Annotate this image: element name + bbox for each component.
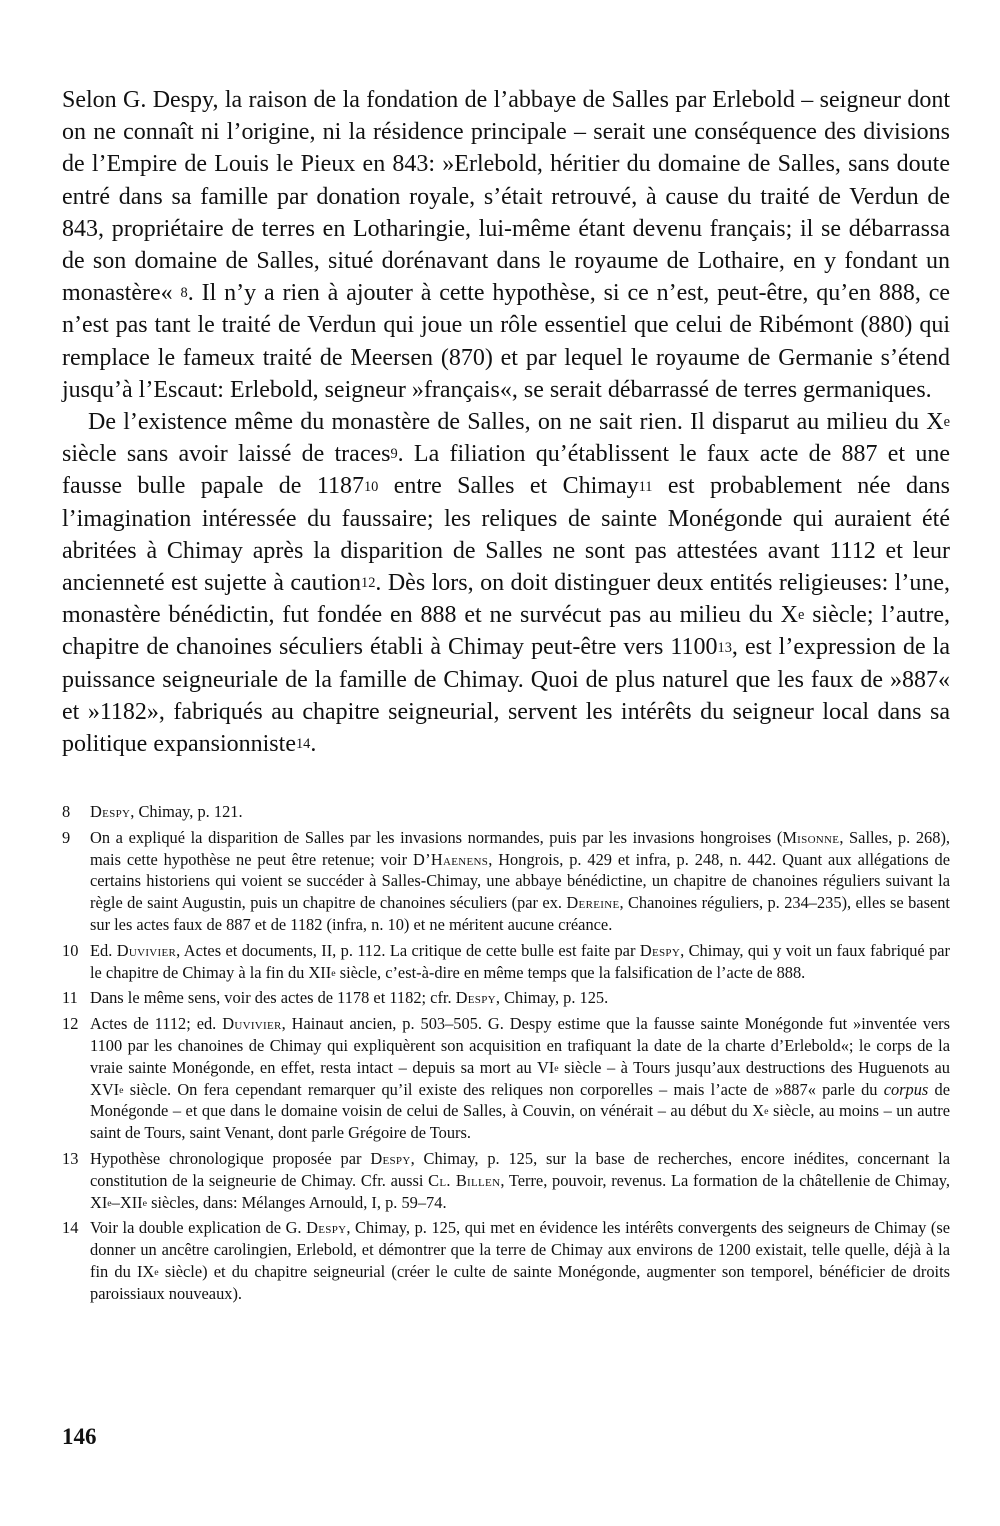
footnote-9 — [62, 827, 950, 936]
footnote-8 — [62, 801, 950, 823]
author-name: D’Haenens — [412, 849, 489, 869]
superscript: e — [797, 607, 805, 624]
text-run: , Chanoines réguliers, p. 234–235), elles se basent sur les actes faux de 887 et de 1182 (infra, n. 10) et ne méritent aucune créance. — [90, 893, 950, 934]
footnote-number: 14 — [62, 1218, 79, 1238]
author-name: Despy — [455, 988, 496, 1008]
author-name: Duvivier — [116, 940, 177, 960]
text-run: . Il n’y a rien à ajouter à cette hypothèse, si ce n’est, peut-être, qu’en 888, ce n’est pas tant le traité de Verdun qui joue un rôle essentiel que celui de Ribémont (880) qui remplace le fameux traité de Meersen (870) et par lequel le royaume de Germanie s’étend jusqu’à l’Escaut: Erlebold, seigneur »français«, se serait débarrassé de terres germaniques. — [62, 280, 950, 403]
footnote-text — [90, 1148, 950, 1213]
footnote-number: 11 — [62, 988, 78, 1008]
text-run: . — [310, 731, 317, 758]
text-run: , est l’expression de la puissance seigneuriale de la famille de Chimay. Quoi de plus naturel que les faux de »887« et »1182», fabriqués au chapitre seigneurial, servent les intérêts du seigneur local dans sa politique expansionniste — [62, 634, 951, 758]
text-run: . Dès lors, on doit distinguer deux entités religieuses: l’une, monastère bénédictin, fut fondée en 888 et ne survécut pas au milieu du X — [62, 570, 950, 629]
paragraph-2 — [62, 406, 950, 760]
text-run: siècle sans avoir laissé de traces — [62, 441, 391, 468]
text-run: siècle. On fera cependant remarquer qu’il existe des reliques non corporelles – mais l’acte de »887« parle du — [123, 1079, 884, 1099]
text-run: Voir la double explication de G. — [90, 1218, 307, 1238]
paragraph-1 — [62, 84, 950, 406]
text-run: , Actes et documents, II, p. 112. La critique de cette bulle est faite par — [176, 940, 640, 960]
author-name: Misonne — [782, 827, 840, 847]
text-run: , Chimay, p. 125, qui met en évidence les intérêts convergents des seigneurs de Chimay (se donner un ancêtre carolingien, Erlebold, et démontrer que la terre de Chimay aux environs de 1200 existait, telle quelle, déjà à la fin du IX — [90, 1218, 950, 1281]
author-name: Duvivier — [222, 1014, 282, 1034]
page-number: 146 — [62, 1424, 97, 1449]
text-run: de Monégonde – et que dans le domaine voisin de celui de Salles, à Couvin, on vénérait – au début du X — [90, 1079, 950, 1121]
footnote-number: 9 — [62, 827, 71, 847]
author-name: Despy — [639, 940, 681, 960]
text-run: entre Salles et Chimay — [378, 473, 639, 500]
text-run: Ed. — [90, 940, 117, 960]
text-run: De l’existence même du monastère de Salles, on ne sait rien. Il disparut au milieu du X — [88, 409, 944, 436]
footnote-10 — [62, 940, 950, 984]
main-text — [62, 84, 950, 760]
text-run: On a expliqué la disparition de Salles par les invasions normandes, puis par les invasions hongroises ( — [90, 827, 783, 847]
footnote-ref-14: 14 — [295, 736, 311, 753]
footnote-ref-11: 11 — [638, 478, 653, 495]
text-run: siècles, dans: Mélanges Arnould, I, p. 59–74. — [147, 1192, 447, 1212]
text-run: –XII — [111, 1192, 143, 1212]
footnote-12 — [62, 1013, 950, 1144]
superscript: e — [142, 1197, 147, 1209]
footnote-ref-10: 10 — [363, 478, 379, 495]
superscript: e — [154, 1266, 159, 1278]
superscript: e — [119, 1084, 124, 1096]
text-run: . La filiation qu’établissent le faux acte de 887 et une fausse bulle papale de 1187 — [62, 441, 950, 500]
footnote-text — [90, 801, 950, 823]
text-run: , Chimay, qui y voit un faux fabriqué par le chapitre de Chimay à la fin du XII — [90, 940, 951, 982]
footnote-number: 8 — [62, 802, 71, 821]
author-name: Cl. Billen — [428, 1170, 501, 1190]
footnote-number: 12 — [62, 1014, 79, 1034]
text-run: est probablement née dans l’imagination intéressée du faussaire; les reliques de sainte Monégonde qui auraient été abritées à Chimay après la disparition de Salles ne sont pas attestées avant 1112 et leur ancienneté est sujette à caution — [62, 473, 950, 597]
italic-term: corpus — [883, 1079, 929, 1099]
text-run: , Chimay, p. 125. — [495, 988, 609, 1008]
footnote-text — [90, 827, 950, 936]
author-name: Despy — [90, 802, 131, 821]
text-run: , Chimay, p. 125, sur la base de recherches, encore inédites, concernant la constitution de la seigneurie de Chimay. Cfr. aussi — [90, 1148, 950, 1190]
footnote-ref-8: 8 — [180, 285, 188, 302]
superscript: e — [107, 1197, 112, 1209]
footnote-text — [90, 1217, 950, 1304]
footnote-11 — [62, 987, 950, 1009]
text-run: siècle, c’est-à-dire en même temps que la falsification de l’acte de 888. — [335, 962, 806, 982]
text-run: Actes de 1112; ed. — [90, 1014, 223, 1034]
superscript: e — [764, 1106, 769, 1118]
text-run: siècle) et du chapitre seigneurial (créer le culte de sainte Monégonde, augmenter son temporel, bénéficier de droits paroissiaux nouveaux). — [90, 1261, 950, 1303]
text-run: Hypothèse chronologique proposée par — [90, 1148, 371, 1168]
text-run: , Salles, p. 268), mais cette hypothèse ne peut être retenue; voir — [90, 827, 950, 869]
footnote-number: 10 — [62, 940, 79, 960]
footnote-14 — [62, 1217, 950, 1304]
text-run: , Hainaut ancien, p. 503–505. G. Despy estime que la fausse sainte Monégonde fut »inventée vers 1100 par les chanoines de Chimay qui expliquèrent son acquisition en trafiquant la date de la charte d’Erlebold«; le corps de la vraie sainte Monégonde, en effet, resta intact – depuis sa mort au VI — [90, 1014, 950, 1077]
text-run: , Terre, pouvoir, revenus. La formation de la châtellenie de Chimay, XI — [90, 1170, 950, 1212]
footnote-13 — [62, 1148, 950, 1213]
footnote-number: 13 — [62, 1148, 79, 1168]
text-run: siècle; l’autre, chapitre de chanoines séculiers établi à Chimay peut-être vers 1100 — [62, 602, 950, 661]
superscript: e — [943, 414, 950, 431]
text-run: siècle – à Tours jusqu’aux destructions des Huguenots au XVI — [90, 1057, 950, 1099]
footnote-ref-12: 12 — [361, 575, 376, 592]
footnote-text — [90, 1013, 950, 1144]
author-name: Despy — [306, 1218, 347, 1238]
text-run: Selon G. Despy, la raison de la fondation de l’abbaye de Salles par Erlebold – seigneur dont on ne connaît ni l’origine, ni la résidence principale – serait une conséquence des divisions de l’Empire de Louis le Pieux en 843: »Erlebold, héritier du domaine de Salles, sans doute entré dans sa famille par donation royale, s’était retrouvé, à cause du traité de Verdun de 843, propriétaire de terres en Lotharingie, lui-même étant devenu français; il se débarrassa de son domaine de Salles, situé dorénavant dans le royaume de Lothaire, en y fondant un monastère« — [62, 87, 950, 307]
footnote-ref-9: 9 — [390, 446, 398, 463]
superscript: e — [554, 1062, 559, 1074]
text-run: siècle, au moins – un autre saint de Tours, saint Venant, dont parle Grégoire de Tours. — [90, 1101, 950, 1143]
author-name: Dereine — [566, 893, 620, 913]
footnotes — [62, 801, 950, 1309]
footnote-ref-13: 13 — [717, 639, 732, 656]
superscript: e — [331, 967, 336, 979]
text-run: Dans le même sens, voir des actes de 1178 et 1182; cfr. — [90, 988, 456, 1008]
text-run: , Chimay, p. 121. — [130, 802, 243, 821]
footnote-text — [90, 940, 950, 984]
text-run: , Hongrois, p. 429 et infra, p. 248, n. 442. Quant aux allégations de certains historiens qui voient se succéder à Salles-Chimay, une abbaye bénédictine, un chapitre de chanoines réguliers suivant la règle de saint Augustin, puis un chapitre de chanoines séculiers (par ex. — [90, 849, 950, 913]
author-name: Despy — [370, 1148, 411, 1168]
footnote-text — [90, 987, 950, 1009]
